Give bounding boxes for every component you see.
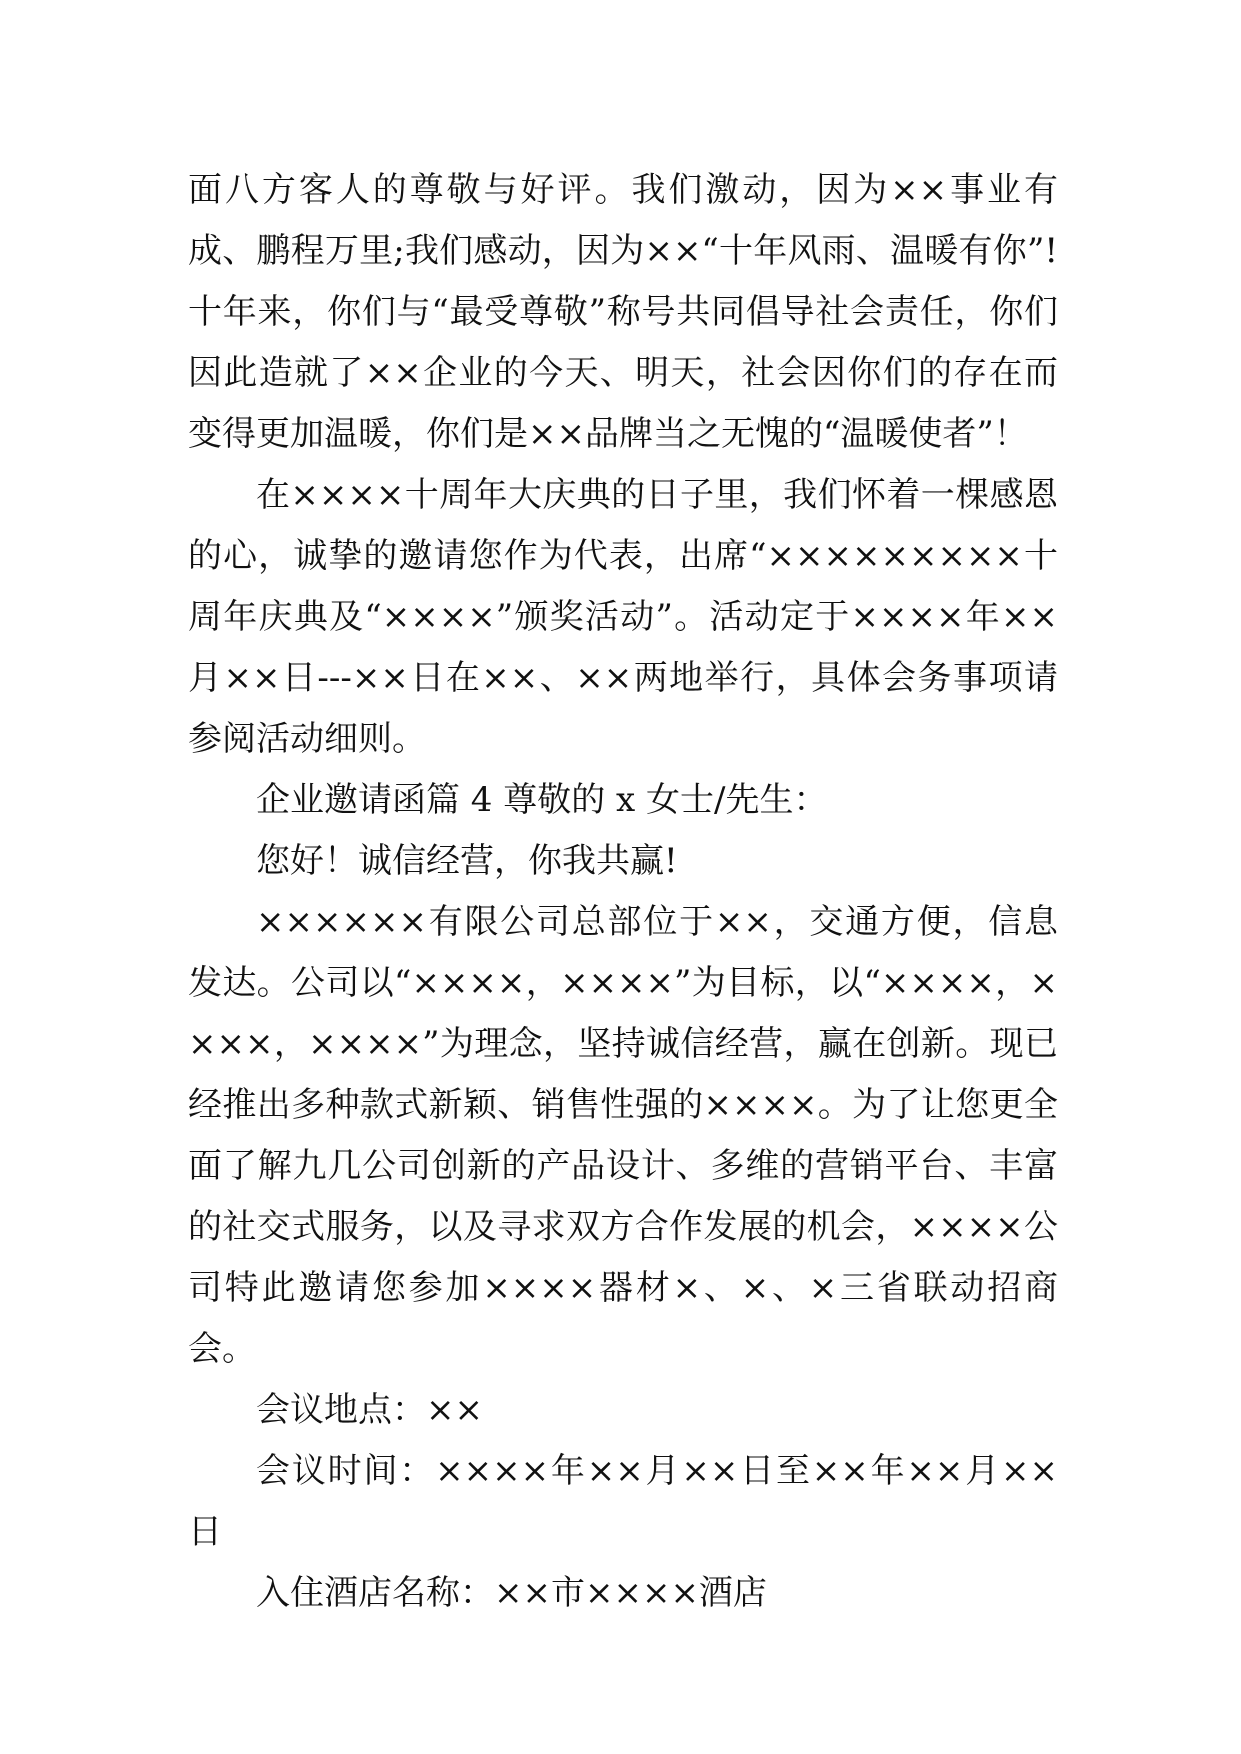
paragraph-hotel-name: 入住酒店名称：××市××××酒店 <box>256 1573 767 1613</box>
document-page <box>188 160 1058 1624</box>
paragraph-letter-heading: 企业邀请函篇 4 尊敬的 x 女士/先生： <box>256 780 828 820</box>
paragraph-meeting-time: 会议时间：××××年××月××日至××年××月××日 <box>188 1451 1058 1552</box>
paragraph-company-intro: ××××××有限公司总部位于××，交通方便，信息发达。公司以“××××，××××”为目标，以“××××，××××，××××”为理念，坚持诚信经营，赢在创新。现已经推出多种款式新颖、销售性强的××××。为了让您更全面了解九几公司创新的产品设计、多维的营销平台、丰富的社交式服务，以及寻求双方合作发展的机会，××××公司特此邀请您参加××××器材×、×、×三省联动招商会。 <box>188 902 1058 1369</box>
paragraph-continuation: 面八方客人的尊敬与好评。我们激动，因为××事业有成、鹏程万里;我们感动，因为××“十年风雨、温暖有你”!十年来，你们与“最受尊敬”称号共同倡导社会责任，你们因此造就了××企业的今天、明天，社会因你们的存在而变得更加温暖，你们是××品牌当之无愧的“温暖使者”！ <box>188 170 1058 454</box>
paragraph-meeting-location: 会议地点：×× <box>256 1390 483 1430</box>
paragraph-greeting: 您好！诚信经营，你我共赢! <box>256 841 678 881</box>
paragraph-anniversary-invitation: 在××××十周年大庆典的日子里，我们怀着一棵感恩的心，诚挚的邀请您作为代表，出席“×××××××××十周年庆典及“××××”颁奖活动”。活动定于××××年××月××日---××日在××、××两地举行，具体会务事项请参阅活动细则。 <box>188 475 1058 759</box>
